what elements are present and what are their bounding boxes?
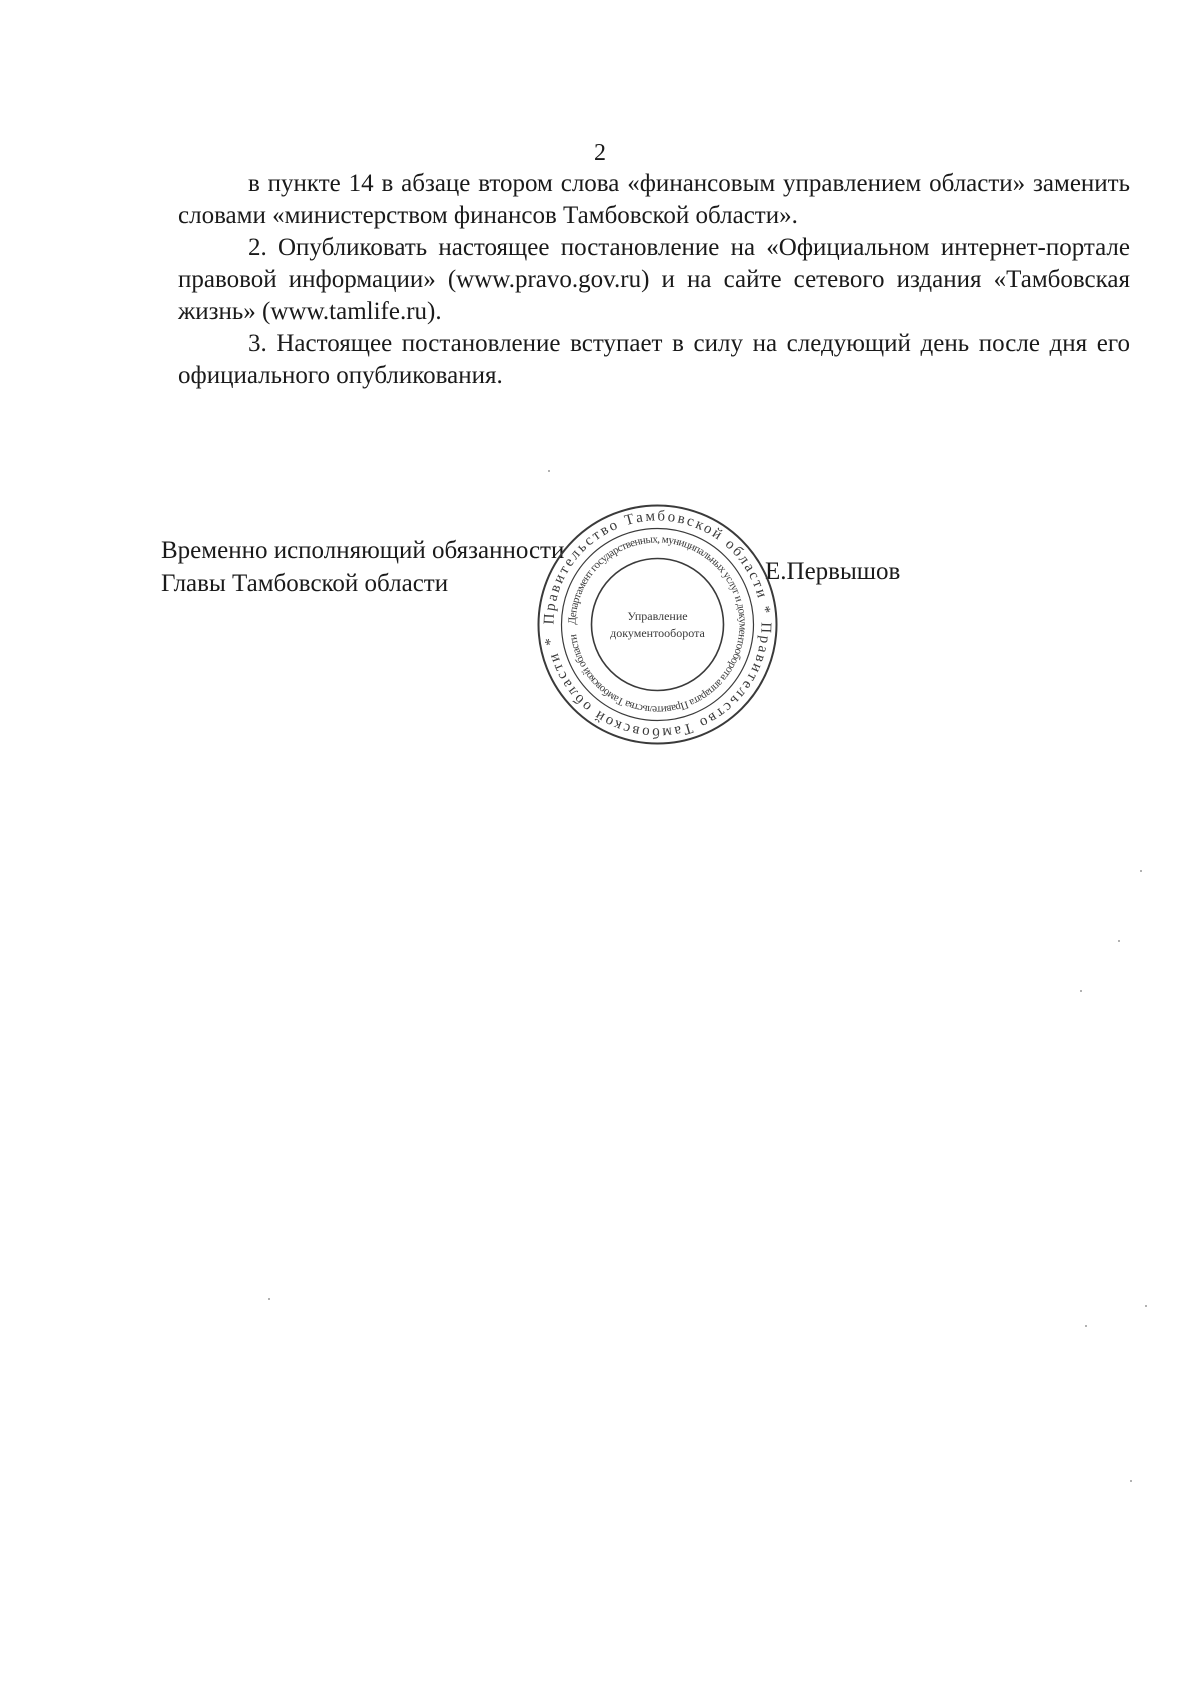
seal-center-line2: документооборота — [610, 626, 705, 640]
scan-artifact — [1085, 1325, 1087, 1327]
seal-middle-text: Департамент государственных, муниципальных услуг и документооборота аппарата Правительства Тамбовской области — [566, 533, 749, 716]
page-number: 2 — [594, 140, 606, 166]
official-seal — [535, 502, 780, 747]
scan-artifact — [1080, 990, 1082, 992]
seal-center-line1: Управление — [627, 609, 688, 623]
signatory-position — [161, 534, 564, 600]
document-body — [178, 168, 1130, 392]
scan-artifact — [1140, 870, 1142, 872]
paragraph-entry-into-force: 3. Настоящее постановление вступает в силу на следующий день после дня его официального опубликования. — [178, 330, 1130, 389]
paragraph-publication: 2. Опубликовать настоящее постановление на «Официальном интернет-портале правовой информации» (www.pravo.gov.ru) и на сайте сетевого издания «Тамбовская жизнь» (www.tamlife.ru). — [178, 234, 1130, 325]
scan-artifact — [1145, 1305, 1147, 1307]
signatory-position-line1: Временно исполняющий обязанности — [161, 537, 565, 564]
scan-artifact — [268, 1298, 270, 1300]
signatory-position-line2: Главы Тамбовской области — [161, 570, 449, 597]
seal-outer-text: Правительство Тамбовской области * Правительство Тамбовской области * — [541, 508, 774, 741]
scan-artifact — [1130, 1480, 1132, 1482]
paragraph-amendment: в пункте 14 в абзаце втором слова «финансовым управлением области» заменить словами «министерством финансов Тамбовской области». — [178, 170, 1130, 229]
signatory-name: Е.Первышов — [765, 558, 901, 585]
scan-artifact — [1118, 940, 1120, 942]
scan-artifact — [548, 470, 550, 472]
